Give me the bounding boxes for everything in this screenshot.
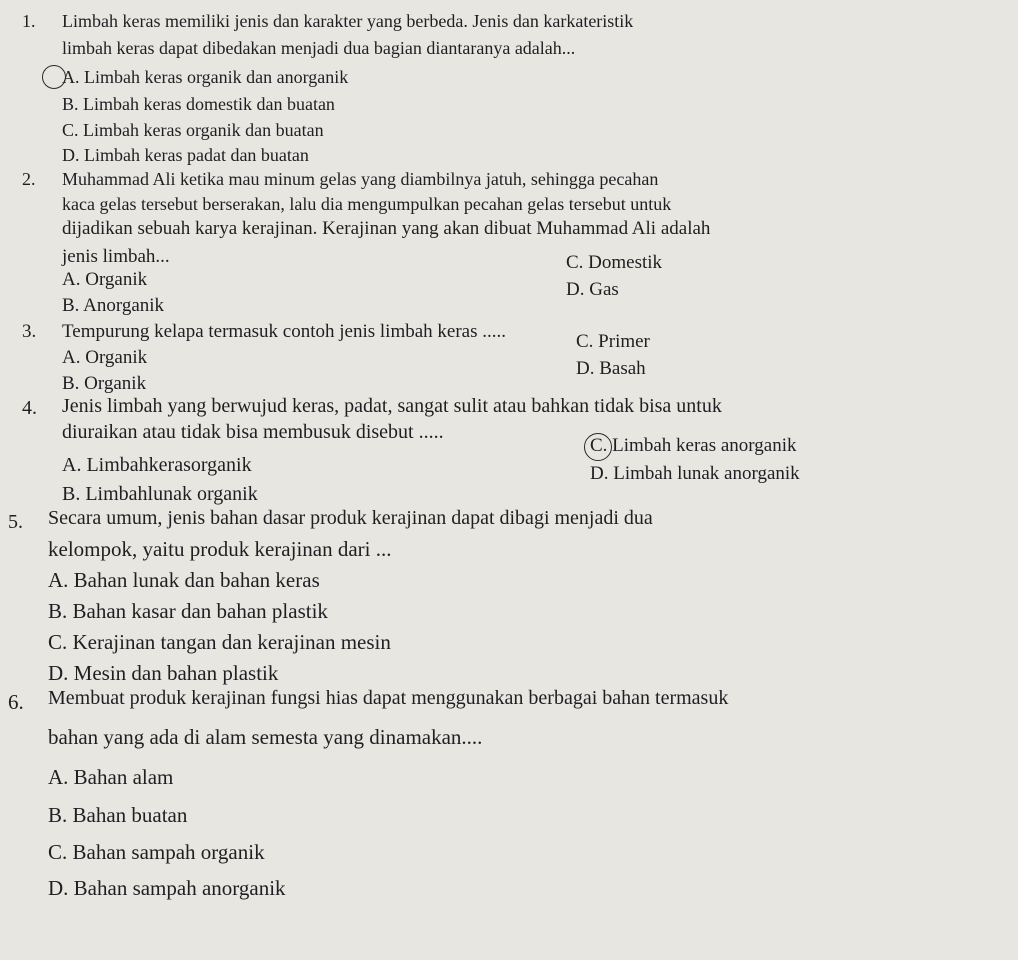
question-4-option-d[interactable]: D. Limbah lunak anorganik <box>590 463 800 484</box>
question-2-line-4: jenis limbah... <box>62 246 170 267</box>
question-6-option-c[interactable]: C. Bahan sampah organik <box>48 840 265 864</box>
question-3-option-a[interactable]: A. Organik <box>62 347 148 368</box>
question-3-option-b[interactable]: B. Organik <box>62 373 147 394</box>
question-4-option-c[interactable]: C. Limbah keras anorganik <box>590 435 797 456</box>
question-5-option-d[interactable]: D. Mesin dan bahan plastik <box>48 661 279 685</box>
question-2-option-d[interactable]: D. Gas <box>566 279 619 300</box>
question-6-line-2: bahan yang ada di alam semesta yang dinamakan.... <box>48 725 483 749</box>
question-6-option-b[interactable]: B. Bahan buatan <box>48 803 188 827</box>
question-4-option-a[interactable]: A. Limbahkerasorganik <box>62 454 252 476</box>
question-1-option-a[interactable]: A. Limbah keras organik dan anorganik <box>62 67 349 87</box>
question-2-option-b[interactable]: B. Anorganik <box>62 295 165 316</box>
question-2-line-3: dijadikan sebuah karya kerajinan. Kerajinan yang akan dibuat Muhammad Ali adalah <box>62 218 711 239</box>
question-4-line-1: Jenis limbah yang berwujud keras, padat, sangat sulit atau bahkan tidak bisa untuk <box>62 395 722 417</box>
question-5-option-c[interactable]: C. Kerajinan tangan dan kerajinan mesin <box>48 630 391 654</box>
question-5-line-2: kelompok, yaitu produk kerajinan dari ... <box>48 537 392 561</box>
question-2-number: 2. <box>22 169 36 189</box>
question-3-number: 3. <box>22 321 37 342</box>
question-2-option-c[interactable]: C. Domestik <box>566 252 663 273</box>
question-2-line-2: kaca gelas tersebut berserakan, lalu dia mengumpulkan pecahan gelas tersebut untuk <box>62 194 672 214</box>
question-3-option-d[interactable]: D. Basah <box>576 358 646 379</box>
question-6-line-1: Membuat produk kerajinan fungsi hias dapat menggunakan berbagai bahan termasuk <box>48 687 729 709</box>
question-6-number: 6. <box>8 690 24 714</box>
question-1-option-b[interactable]: B. Limbah keras domestik dan buatan <box>62 94 335 114</box>
question-6-option-d[interactable]: D. Bahan sampah anorganik <box>48 876 286 900</box>
question-4-number: 4. <box>22 397 37 419</box>
question-5-option-a[interactable]: A. Bahan lunak dan bahan keras <box>48 568 320 592</box>
question-1-line-1: Limbah keras memiliki jenis dan karakter yang berbeda. Jenis dan karkateristik <box>62 11 634 31</box>
question-5-option-b[interactable]: B. Bahan kasar dan bahan plastik <box>48 599 328 623</box>
question-3-line-1: Tempurung kelapa termasuk contoh jenis limbah keras ..... <box>62 321 506 342</box>
question-4-option-b[interactable]: B. Limbahlunak organik <box>62 483 258 505</box>
question-6-option-a[interactable]: A. Bahan alam <box>48 765 174 789</box>
question-3-option-c[interactable]: C. Primer <box>576 331 650 352</box>
question-5-line-1: Secara umum, jenis bahan dasar produk kerajinan dapat dibagi menjadi dua <box>48 507 653 529</box>
question-2-option-a[interactable]: A. Organik <box>62 269 148 290</box>
question-5-number: 5. <box>8 511 23 533</box>
question-1-option-c[interactable]: C. Limbah keras organik dan buatan <box>62 120 324 140</box>
question-1-option-d[interactable]: D. Limbah keras padat dan buatan <box>62 145 309 165</box>
question-2-line-1: Muhammad Ali ketika mau minum gelas yang diambilnya jatuh, sehingga pecahan <box>62 169 659 189</box>
question-4-line-2: diuraikan atau tidak bisa membusuk disebut ..... <box>62 421 444 443</box>
question-1-line-2: limbah keras dapat dibedakan menjadi dua bagian diantaranya adalah... <box>62 38 576 58</box>
question-1-number: 1. <box>22 11 36 31</box>
